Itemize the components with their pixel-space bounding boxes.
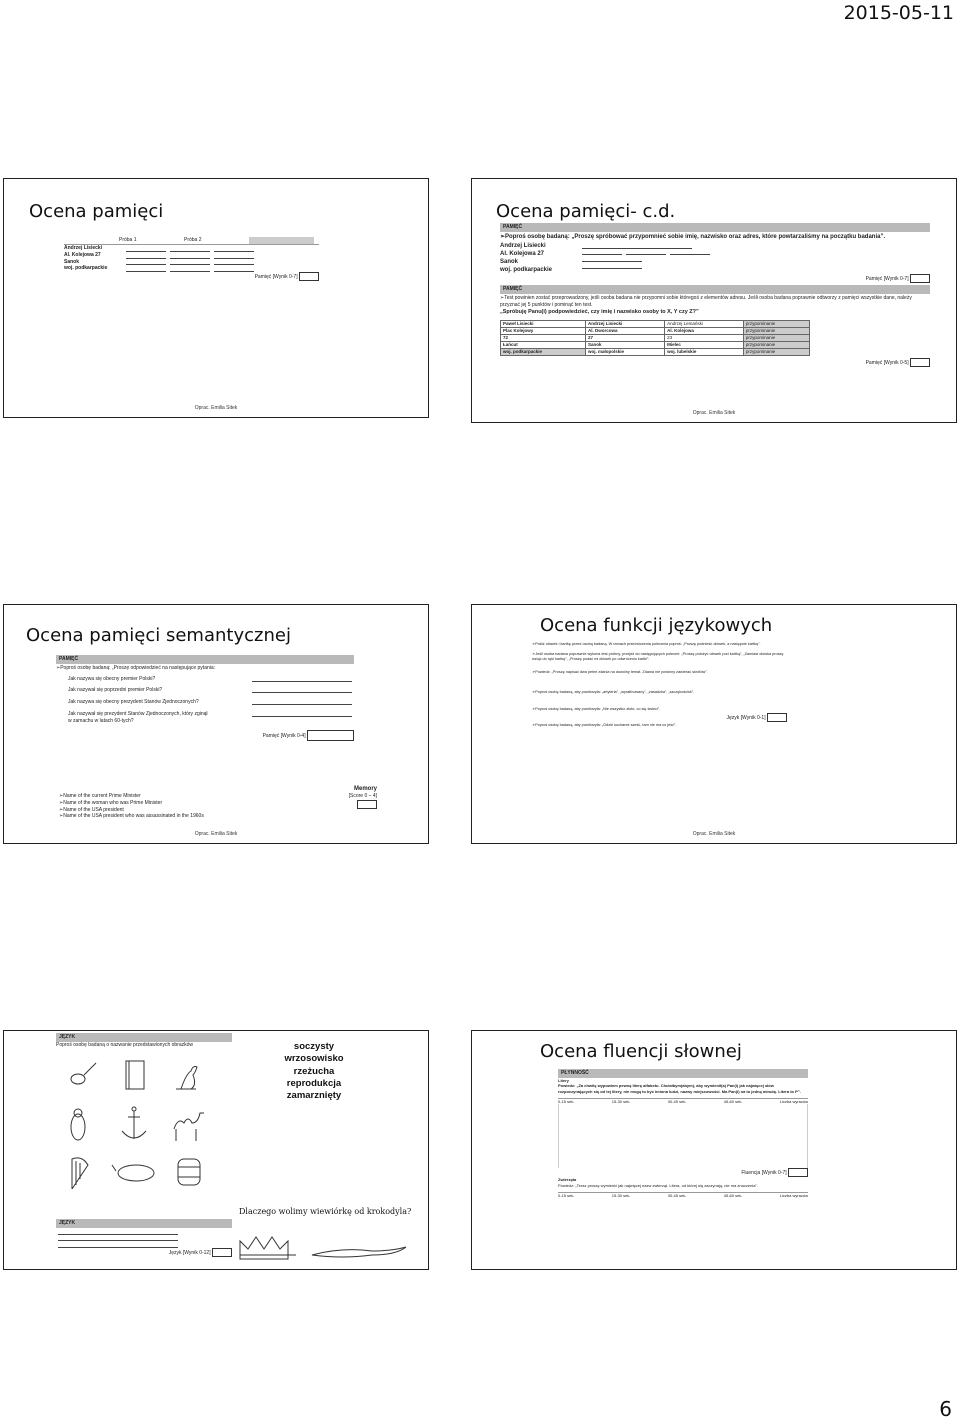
language-item: ➢ Poproś osobę badaną, aby powtórzyła: „Gdzie kucharek sześć, tam nie ma co jeść”. — [532, 723, 787, 728]
address-line: Andrzej Lisiecki — [64, 245, 103, 251]
address-line: Al. Kolejowa 27 — [500, 250, 545, 257]
word: rzeżucha — [293, 1065, 335, 1077]
letters-title: Litery — [558, 1077, 569, 1083]
slide-memory-cont — [471, 178, 957, 423]
question: Jak nazywał się prezydent Stanów Zjednoczonych, który zginął w zamachu w latach 60-tych? — [68, 710, 208, 724]
trial-header: Próba 1 — [119, 237, 137, 243]
slide-footer: Oprac. Emilia Sitek — [194, 831, 238, 837]
en-question: ➢ Name of the USA president who was assassinated in the 1960s — [59, 813, 204, 820]
word-list — [254, 1041, 374, 1103]
animals-instruction: Powiedz: „Teraz proszę wymienić jak najwięcej nazw zwierząt. Litera, od której się zaczynają, nie ma znaczenia”. — [558, 1182, 758, 1188]
score-label: Pamięć [Wynik 0-5] — [865, 360, 909, 367]
section-header: PAMIĘĆ — [56, 655, 354, 664]
count-label: Liczba wyrazów — [779, 1098, 808, 1104]
naming-form — [56, 1033, 232, 1211]
crocodile-icon — [312, 1247, 406, 1257]
score-label: Pamięć [Wynik 0-7] — [254, 273, 298, 280]
en-question: ➢ Name of the current Prime Minister — [59, 793, 204, 800]
address-line: woj. podkarpackie — [500, 267, 553, 274]
time-header: 45-60 sek. — [723, 1098, 743, 1104]
prompt-text: „Spróbuję Panu(i) podpowiedzieć, czy imię i nazwisko osoby to X, Y czy Z?” — [500, 309, 699, 316]
penguin-icon — [71, 1109, 85, 1140]
spoon-icon — [71, 1063, 96, 1084]
book-icon — [126, 1061, 144, 1089]
trial-header: Próba 2 — [184, 237, 202, 243]
recognition-table — [500, 320, 810, 356]
section-header: JĘZYK — [56, 1219, 232, 1228]
slide-footer: Oprac. Emilia Sitek — [692, 831, 736, 837]
slide-memory — [3, 178, 429, 418]
letters-instruction: Powiedz: „Za chwilę wypowiem pewną literę alfabetu. Chciałbym(abym), aby wymienił(a) Pan(i) jak najwięcej słów rozpoczynających się od tej litery, nie mogą to być imiona ludzi, nazwy miejscowości. Ma Pan(i) na to jedną minutę. Litera to P”. — [558, 1083, 801, 1094]
barrel-icon — [178, 1159, 200, 1185]
time-header: 0-15 sek. — [558, 1193, 575, 1199]
time-header: 30-45 sek. — [667, 1193, 687, 1199]
slide-title: Ocena pamięci- c.d. — [496, 201, 676, 222]
english-memory-form — [59, 785, 377, 820]
time-header: 15-30 sek. — [611, 1193, 631, 1199]
memory-recall-form — [500, 223, 930, 367]
question: Jak nazywał się poprzedni premier Polski? — [68, 687, 163, 694]
word: wrzosowisko — [284, 1053, 344, 1065]
table-row: Paweł Lisiecki Andrzej Lisiecki Andrzej Lemański przypominanie — [501, 320, 810, 327]
section-header: PAMIĘĆ — [500, 285, 930, 294]
table-row: Plac Kolejowy Al. Dworcowa Al. Kolejowa przypominanie — [501, 327, 810, 334]
table-row: 72 27 23 przypominanie — [501, 335, 810, 342]
language-form — [532, 641, 787, 729]
semantic-memory-form — [56, 655, 354, 741]
naming-caption: Poproś osobę badaną o nazwanie przedstawionych obrazków — [56, 1041, 194, 1048]
table-row: woj. podkarpackie woj. małopolskie woj. lubelskie przypominanie — [501, 349, 810, 356]
page-number: 6 — [939, 1397, 952, 1421]
score-label: Pamięć [Wynik 0-7] — [865, 276, 909, 283]
count-label: Liczba wyrazów — [779, 1193, 808, 1199]
slide-semantic-memory — [3, 604, 429, 844]
score-label: Język [Wynik 0-1] — [726, 714, 766, 721]
question-text: Dlaczego wolimy wiewiórkę od krokodyla? — [239, 1207, 412, 1216]
en-question: ➢ Name of the USA president — [59, 807, 204, 814]
animals-title: Zwierzęta — [558, 1177, 577, 1183]
word: zamarznięty — [286, 1090, 342, 1102]
address-line: Andrzej Lisiecki — [500, 242, 546, 249]
section-header: PAMIĘĆ — [500, 223, 930, 232]
slide-language — [471, 604, 957, 844]
memory-score: [Score 0 – 4] — [348, 793, 377, 800]
camel-icon — [174, 1113, 204, 1141]
time-header: 15-30 sek. — [611, 1098, 631, 1104]
test-description: ➢ Test powinien zostać przeprowadzony, jeśli osoba badana nie przypomni sobie któregoś z elementów adresu. Jeśli osoba badana poprawnie odtworzy z pamięci wszystkie dane, należy przyznać jej 5 punktów i pominąć ten test. — [500, 295, 930, 309]
slide-verbal-fluency — [471, 1030, 957, 1270]
fluency-form — [558, 1069, 808, 1198]
table-row: Łańcut Sanok Mielec przypominanie — [501, 342, 810, 349]
section-header: PŁYNNOŚĆ — [558, 1069, 808, 1078]
question: Jak nazywa się obecny prezydent Stanów Zjednoczonych? — [68, 699, 199, 705]
memory-form — [64, 237, 319, 281]
word: soczysty — [293, 1041, 335, 1052]
time-header: 45-60 sek. — [723, 1193, 743, 1199]
rhino-icon — [112, 1165, 154, 1181]
illustration — [232, 1227, 422, 1267]
language-item: ➢ Poproś osobę badaną, aby powtórzyła: „artyleria”, „wyrafinowany”, „zasadzka”, „szczękościsk”. — [532, 690, 787, 695]
question: Jak nazywa się obecny premier Polski? — [68, 675, 156, 682]
section-header: JĘZYK — [56, 1033, 232, 1042]
language-item: ➢ Poproś osobę badaną, aby powtórzyła: „Nie wszystko złoto, co się świeci”. — [532, 707, 787, 712]
instruction-text: ➢ Poproś osobę badaną: „Proszę spróbować przypomnieć sobie imię, nazwisko oraz adres, które powtarzaliśmy na początku badania”. — [500, 233, 930, 241]
address-line: Al. Kolejowa 27 — [64, 251, 101, 258]
slide-title: Ocena pamięci — [29, 201, 164, 222]
slide-title: Ocena pamięci semantycznej — [26, 625, 291, 646]
score-label: Język [Wynik 0-12] — [168, 1249, 211, 1256]
en-question: ➢ Name of the woman who was Prime Minister — [59, 800, 204, 807]
address-line: Sanok — [64, 258, 80, 265]
slide-title: Ocena fluencji słownej — [540, 1041, 742, 1062]
kangaroo-icon — [176, 1066, 197, 1089]
score-label: Fluencja [Wynik 0-7] — [741, 1170, 787, 1177]
address-line: woj. podkarpackie — [64, 265, 108, 272]
language-item: ➢ Połóż ołówek i kartkę przed osobą badaną. W ramach przećwiczenia polecenia poproś: „Proszę podnieść ołówek, a następnie kartkę”. — [532, 642, 787, 647]
naming-form-2 — [56, 1219, 232, 1257]
slide-footer: Oprac. Emilia Sitek — [194, 405, 238, 411]
time-header: 0-15 sek. — [558, 1098, 575, 1104]
slide-title: Ocena funkcji językowych — [540, 615, 773, 636]
picture-grid — [56, 1049, 228, 1209]
memory-label: Memory — [353, 786, 377, 792]
instruction-text: ➢ Poproś osobę badaną: „Proszę odpowiedzieć na następujące pytania: — [56, 665, 354, 672]
address-line: Sanok — [500, 259, 519, 266]
time-header: 30-45 sek. — [667, 1098, 687, 1104]
header-date: 2015-05-11 — [843, 2, 954, 24]
anchor-icon — [122, 1107, 146, 1139]
language-item: ➢ Powiedz: „Proszę napisać dwa pełne zdania na dowolny temat. Zdania nie powinny zawierać skrótów”. — [532, 670, 787, 675]
crown-icon — [240, 1237, 296, 1259]
harp-icon — [72, 1157, 88, 1188]
slide-naming — [3, 1030, 429, 1270]
score-label: Pamięć [Wynik 0-4] — [262, 733, 306, 740]
slide-footer: Oprac. Emilia Sitek — [692, 410, 736, 416]
language-item: ➢ Jeśli osoba badana poprawnie wykona test próbny, przejdź do następujących poleceń: „Proszę położyć ołówek pod kartką”, „Zamiast ołówka proszę wziąć do ręki kartkę”, „Proszę podać mi ołówek po odwróceniu kartki”. — [532, 652, 787, 662]
word: reprodukcja — [286, 1078, 342, 1090]
